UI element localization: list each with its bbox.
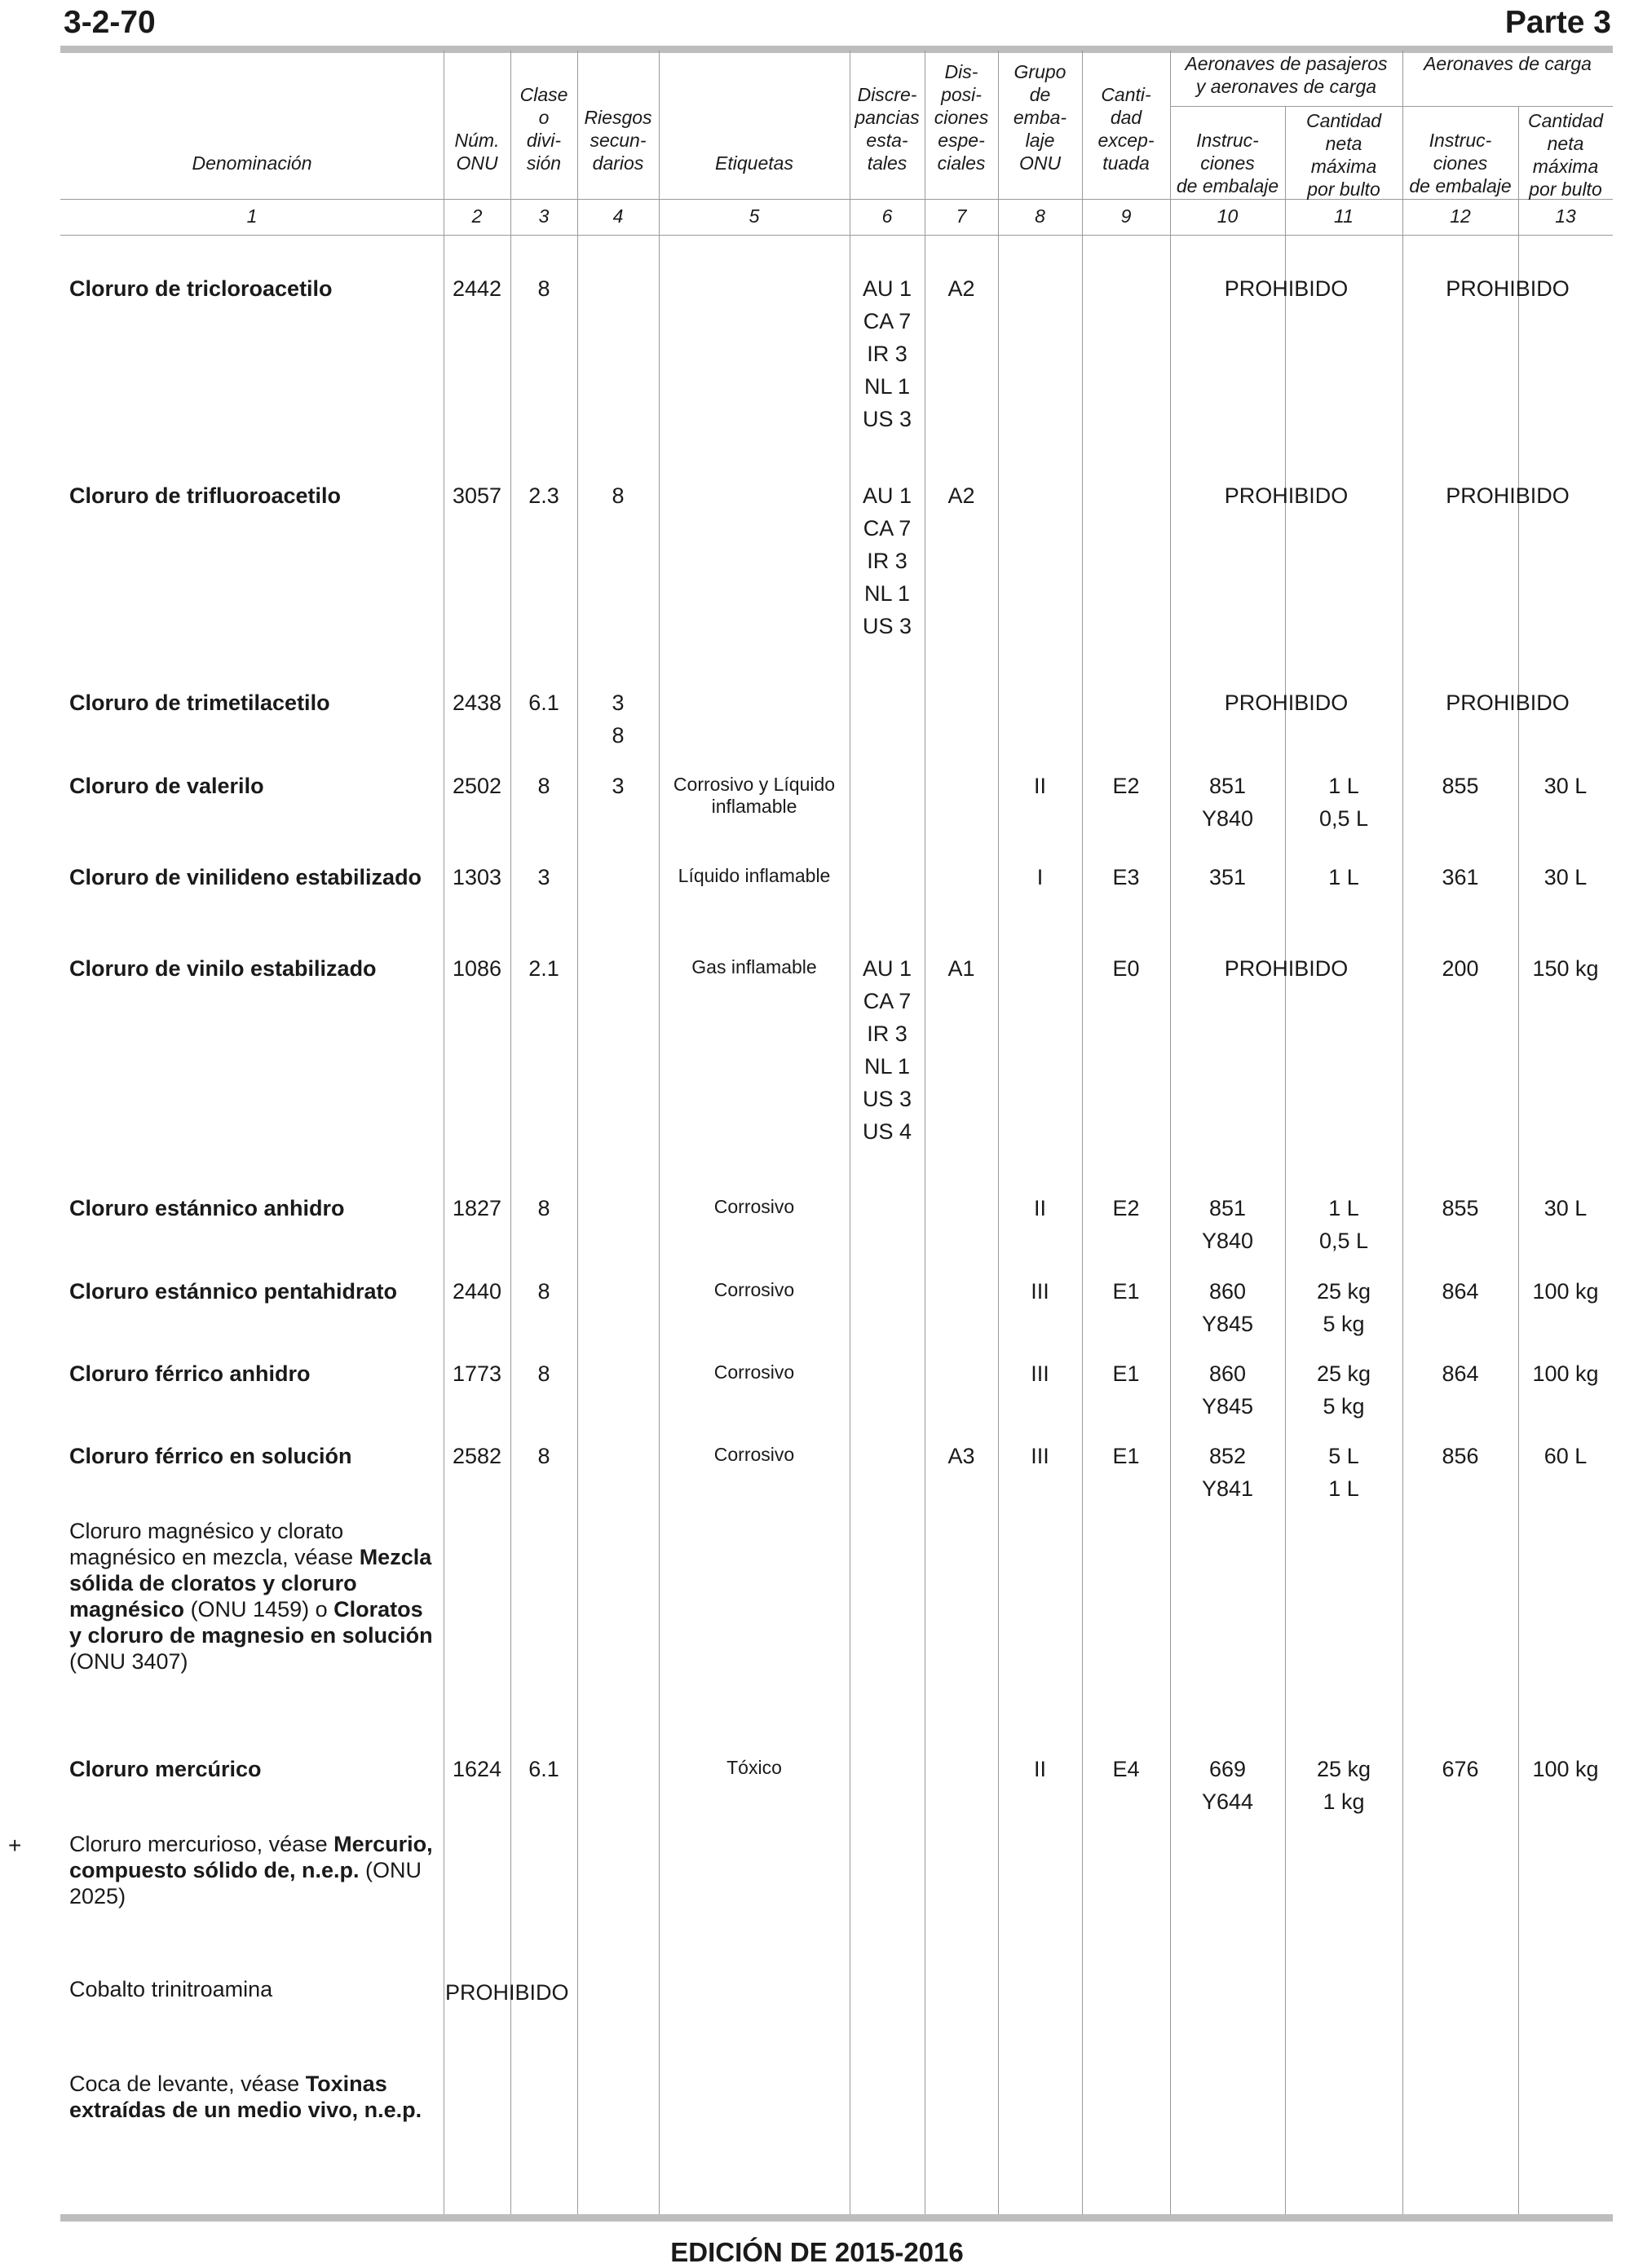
column-divider [510,51,511,2216]
state-variations: AU 1 CA 7 IR 3 NL 1 US 3 [862,276,912,431]
un-number: 2582 [452,1444,502,1468]
row-name: Cloruro de trifluoroacetilo [69,483,342,508]
excepted-quantity: E2 [1112,774,1140,798]
row-name: Cloruro de vinilideno estabilizado [69,865,422,889]
column-number: 8 [1035,205,1045,227]
header-denominacion: Denominación [192,152,312,174]
cargo-prohibited: PROHIBIDO [1446,276,1570,301]
header-disposiciones: Dis- posi- ciones espe- ciales [934,61,989,174]
class-division: 8 [537,276,550,301]
pax-max-quantity: 25 kg 5 kg [1316,1279,1371,1336]
special-provisions: A2 [947,483,975,508]
column-number: 3 [538,205,550,227]
pax-prohibited: PROHIBIDO [1224,276,1349,301]
special-provisions: A3 [947,1444,975,1468]
header-discrepancias: Discre- pancias esta- tales [855,84,920,174]
cargo-packing-instruction: 856 [1442,1444,1479,1468]
cargo-packing-instruction: 864 [1442,1279,1479,1304]
packing-group: I [1036,865,1044,889]
cargo-max-quantity: 30 L [1543,774,1588,798]
packing-group: III [1031,1444,1049,1468]
hazard-label: Líquido inflamable [678,865,831,886]
row-name: Cloruro mercúrico [69,1757,262,1781]
cargo-max-quantity: 100 kg [1532,1361,1599,1386]
column-number: 6 [881,205,893,227]
subsidiary-risk: 3 8 [612,691,625,748]
pax-packing-instruction: 669 Y644 [1201,1757,1254,1814]
column-number: 12 [1450,205,1471,227]
cargo-packing-instruction: 676 [1442,1757,1479,1781]
special-provisions: A1 [947,956,975,981]
cargo-prohibited: PROHIBIDO [1446,691,1570,715]
cargo-max-quantity: 30 L [1543,1196,1588,1220]
column-divider [1402,51,1403,2216]
excepted-quantity: E1 [1112,1361,1140,1386]
pax-packing-instruction: 351 [1208,865,1247,889]
page-number: 3-2-70 [64,5,156,40]
header-num-onu: Núm. ONU [454,130,500,174]
cargo-prohibited: PROHIBIDO [1446,483,1570,508]
column-divider [659,51,660,2216]
packing-group: III [1031,1361,1049,1386]
pax-packing-instruction: 860 Y845 [1201,1279,1254,1336]
header-group-rule [1170,106,1613,107]
pax-packing-instruction: 851 Y840 [1201,774,1254,831]
cargo-packing-instruction: 864 [1442,1361,1479,1386]
bottom-rule [60,2214,1613,2222]
pax-packing-instruction: 851 Y840 [1201,1196,1254,1253]
header-instrucciones-pax: Instruc- ciones de embalaje [1176,130,1279,196]
column-divider [1170,51,1171,2216]
excepted-quantity: E0 [1112,956,1140,981]
pax-max-quantity: 25 kg 5 kg [1316,1361,1371,1419]
state-variations: AU 1 CA 7 IR 3 NL 1 US 3 US 4 [862,956,912,1144]
row-name: Cloruro estánnico anhidro [69,1196,345,1220]
column-number: 1 [246,205,258,227]
state-variations: AU 1 CA 7 IR 3 NL 1 US 3 [862,483,912,638]
column-number: 2 [471,205,483,227]
column-number: 10 [1217,205,1239,227]
edition-footer: EDICIÓN DE 2015-2016 [670,2237,964,2267]
excepted-quantity: E1 [1112,1279,1140,1304]
hazard-label: Corrosivo [713,1444,795,1465]
excepted-quantity: E1 [1112,1444,1140,1468]
packing-group: II [1033,1196,1046,1220]
column-number: 13 [1555,205,1576,227]
cargo-packing-instruction: 361 [1442,865,1479,889]
pax-max-quantity: 1 L [1328,865,1359,889]
pax-packing-instruction: 852 Y841 [1201,1444,1254,1501]
column-divider [1285,106,1286,2216]
cargo-max-quantity: 30 L [1543,865,1588,889]
un-number: 1773 [452,1361,502,1386]
cargo-max-quantity: 60 L [1543,1444,1588,1468]
pax-prohibited: PROHIBIDO [1224,691,1349,715]
number-row-rule [60,235,1613,236]
reference-entry: Cloruro mercurioso, véase Mercurio, compuesto sólido de, n.e.p. (ONU 2025) [69,1832,433,1908]
row-name: Cloruro férrico anhidro [69,1361,311,1386]
column-number: 9 [1120,205,1132,227]
row-name: Cloruro férrico en solución [69,1444,352,1468]
packing-group: II [1033,1757,1046,1781]
row-name: Cloruro estánnico pentahidrato [69,1279,398,1304]
class-division: 8 [537,1196,550,1220]
column-divider [1082,51,1083,2216]
class-division: 8 [537,774,550,798]
part-label: Parte 3 [1504,5,1611,40]
pax-prohibited: PROHIBIDO [1224,956,1349,981]
header-cantidad-neta-cargo: Cantidad neta máxima por bulto [1527,110,1604,200]
excepted-quantity: E4 [1112,1757,1140,1781]
pax-max-quantity: 5 L 1 L [1328,1444,1359,1501]
column-divider [998,51,999,2216]
cargo-packing-instruction: 855 [1442,774,1479,798]
prohibited-entry: PROHIBIDO [445,1980,569,2005]
reference-entry: Cloruro magnésico y clorato magnésico en mezcla, véase Mezcla sólida de cloratos y cloruro magnésico (ONU 1459) o Cloratos y cloruro de magnesio en solución (ONU 3407) [69,1519,433,1674]
column-number: 7 [956,205,967,227]
hazard-label: Corrosivo [713,1361,795,1383]
row-name: Cloruro de valerilo [69,774,264,798]
excepted-quantity: E2 [1112,1196,1140,1220]
cargo-max-quantity: 150 kg [1532,956,1599,981]
row-name: Cloruro de tricloroacetilo [69,276,333,301]
hazard-label: Corrosivo [713,1196,795,1217]
header-etiquetas: Etiquetas [715,152,793,174]
un-number: 1827 [452,1196,502,1220]
hazard-label: Corrosivo y Líquido inflamable [673,774,836,817]
subsidiary-risk: 8 [612,483,625,508]
class-division: 2.1 [528,956,559,981]
packing-group: III [1031,1279,1049,1304]
pax-prohibited: PROHIBIDO [1224,483,1349,508]
special-provisions: A2 [947,276,975,301]
column-number: 5 [749,205,760,227]
pax-max-quantity: 25 kg 1 kg [1316,1757,1371,1814]
class-division: 6.1 [528,1757,559,1781]
cargo-packing-instruction: 855 [1442,1196,1479,1220]
un-number: 1303 [452,865,502,889]
excepted-quantity: E3 [1112,865,1140,889]
header-cantidad-exceptuada: Canti- dad excep- tuada [1097,84,1155,174]
packing-group: II [1033,774,1046,798]
pax-max-quantity: 1 L 0,5 L [1318,1196,1369,1253]
reference-entry: Coca de levante, véase Toxinas extraídas de un medio vivo, n.e.p. [69,2072,422,2122]
un-number: 2438 [452,691,502,715]
hazard-label: Corrosivo [713,1279,795,1300]
column-divider [577,51,578,2216]
un-number: 1624 [452,1757,502,1781]
column-number: 4 [612,205,624,227]
class-division: 2.3 [528,483,559,508]
header-pasajeros-group: Aeronaves de pasajeros y aeronaves de carga [1185,53,1388,97]
class-division: 3 [537,865,550,889]
class-division: 8 [537,1361,550,1386]
class-division: 6.1 [528,691,559,715]
header-clase: Clase o divi- sión [519,84,568,174]
column-number: 11 [1334,205,1354,227]
row-name: Cobalto trinitroamina [69,1977,273,2001]
cargo-packing-instruction: 200 [1442,956,1479,981]
header-grupo: Grupo de emba- laje ONU [1013,61,1067,174]
un-number: 2502 [452,774,502,798]
column-divider [1518,106,1519,2216]
header-cantidad-neta-pax: Cantidad neta máxima por bulto [1305,110,1382,200]
header-riesgos: Riesgos secun- darios [584,107,652,174]
row-name: Cloruro de trimetilacetilo [69,691,330,715]
hazard-label: Tóxico [726,1757,782,1778]
pax-packing-instruction: 860 Y845 [1201,1361,1254,1419]
cargo-max-quantity: 100 kg [1532,1279,1599,1304]
subsidiary-risk: 3 [612,774,625,798]
un-number: 1086 [452,956,502,981]
header-carga-group: Aeronaves de carga [1424,53,1592,74]
un-number: 2440 [452,1279,502,1304]
un-number: 2442 [452,276,502,301]
class-division: 8 [537,1279,550,1304]
cargo-max-quantity: 100 kg [1532,1757,1599,1781]
header-instrucciones-cargo: Instruc- ciones de embalaje [1409,130,1512,196]
un-number: 3057 [452,483,502,508]
pax-max-quantity: 1 L 0,5 L [1318,774,1369,831]
hazard-label: Gas inflamable [691,956,817,977]
revision-mark: + [8,1833,22,1858]
row-name: Cloruro de vinilo estabilizado [69,956,377,981]
class-division: 8 [537,1444,550,1468]
